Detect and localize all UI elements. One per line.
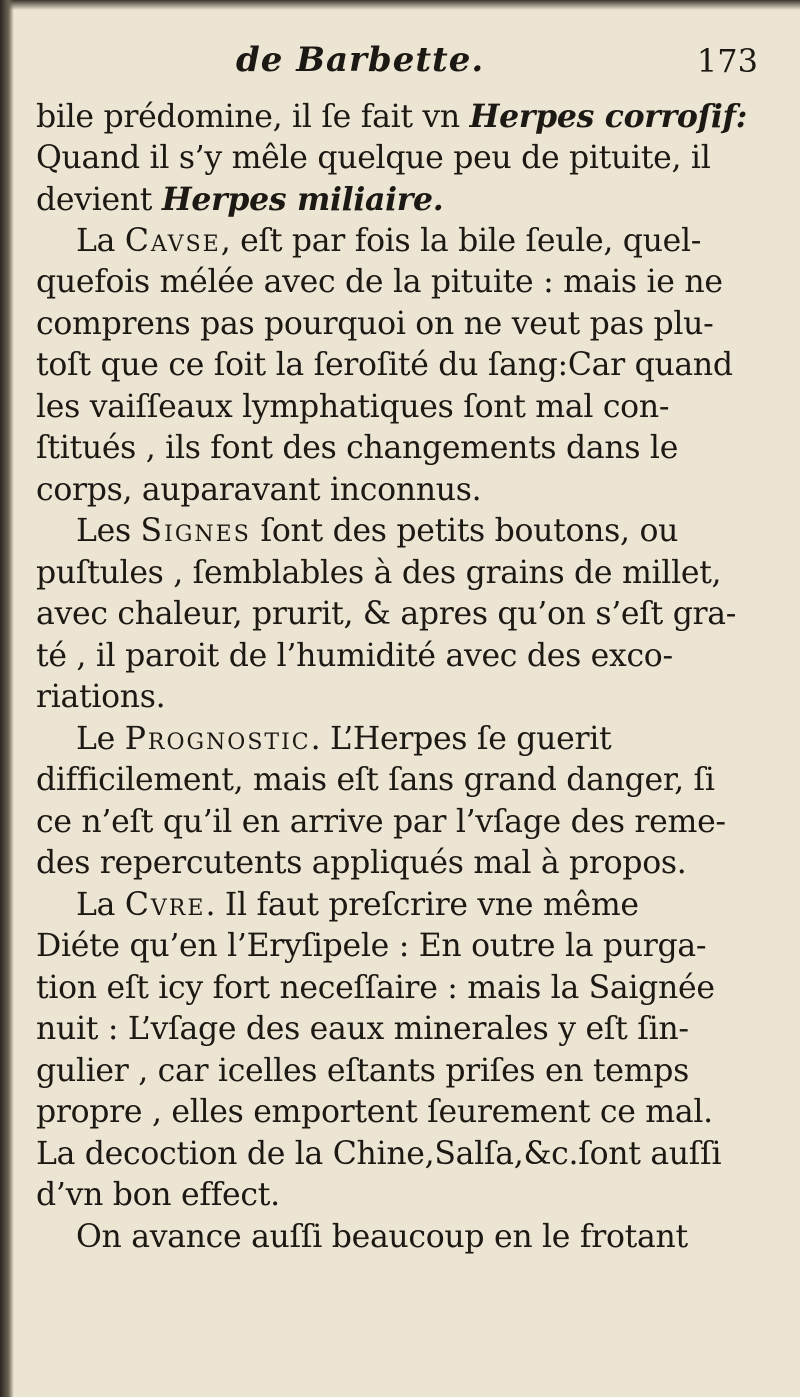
line-text: nuit : L’vſage des eaux minerales y eſt ſin-: [36, 1011, 689, 1047]
line-text: ſtitués , ils font des changements dans le: [36, 430, 679, 466]
book-page: [36, 40, 766, 1258]
text-line: [36, 968, 766, 1010]
page-binding-shadow: [0, 0, 14, 1397]
text-line: [36, 1092, 766, 1134]
line-text: comprens pas pourquoi on ne veut pas plu-: [36, 305, 714, 342]
line-text: La decoction de la Chine,Salſa,&c.ſont auſſi: [36, 1135, 722, 1172]
line-text: propre , elles emportent ſeurement ce mal.: [36, 1094, 713, 1130]
text-line: [36, 719, 766, 761]
text-line: [36, 262, 766, 304]
line-text: ſont des petits boutons, ou: [250, 513, 679, 549]
line-text: toſt que ce ſoit la ſeroſité du ſang:Car quand: [36, 347, 733, 383]
text-line: [36, 1175, 766, 1217]
line-text: Les: [76, 513, 141, 549]
section-heading-word: Cvre: [124, 886, 206, 923]
text-line: [36, 179, 766, 221]
line-text: les vaiſſeaux lymphatiques ſont mal con-: [36, 388, 670, 425]
text-line: [36, 760, 766, 802]
line-text: . L’Herpes ſe guerit: [310, 720, 612, 757]
line-text: tion eſt icy fort neceſſaire : mais la Saignée: [36, 969, 715, 1006]
italic-term: Herpes corroſif:: [469, 98, 748, 135]
running-head: de Barbette.: [236, 40, 485, 80]
line-text: corps, auparavant inconnus.: [36, 471, 482, 508]
text-line: [36, 511, 766, 553]
text-line: [36, 636, 766, 678]
line-text: Diéte qu’en l’Eryſipele : En outre la purga-: [36, 928, 707, 964]
body-text: [36, 96, 766, 1258]
line-text: té , il paroit de l’humidité avec des exco-: [36, 637, 673, 674]
text-line: [36, 926, 766, 968]
line-text: des repercutents appliqués mal à propos.: [36, 845, 687, 881]
text-line: [36, 221, 766, 263]
line-text: puſtules , ſemblables à des grains de millet,: [36, 554, 722, 591]
line-text: riations.: [36, 679, 166, 715]
section-heading-word: Cavse: [124, 222, 221, 259]
line-text: avec chaleur, prurit, & apres qu’on s’eſt gra-: [36, 596, 737, 632]
text-line: [36, 1134, 766, 1176]
line-text: bile prédomine, il ſe fait vn: [36, 99, 470, 135]
page-number: 173: [696, 42, 758, 80]
line-text: La: [76, 886, 125, 923]
page-header: [36, 40, 766, 96]
section-heading-word: Signes: [140, 513, 251, 549]
text-line: [36, 1009, 766, 1051]
line-text: Le: [76, 720, 125, 757]
text-line: [36, 885, 766, 927]
line-text: Quand il s’y mêle quelque peu de pituite, il: [36, 139, 711, 176]
text-line: [36, 470, 766, 512]
line-text: quefois mélée avec de la pituite : mais ie ne: [36, 264, 723, 300]
line-text: gulier , car icelles eſtants priſes en temps: [36, 1052, 690, 1089]
line-text: d’vn bon effect.: [36, 1177, 280, 1213]
text-line: [36, 345, 766, 387]
text-line: [36, 1217, 766, 1259]
line-text: , eſt par fois la bile ſeule, quel-: [220, 222, 702, 259]
line-text: On avance auſſi beaucoup en le frotant: [76, 1218, 688, 1255]
italic-term: Herpes miliaire.: [161, 181, 444, 218]
line-text: La: [76, 222, 125, 259]
text-line: [36, 553, 766, 595]
line-text: ce n’eſt qu’il en arrive par l’vſage des reme-: [36, 803, 726, 840]
text-line: [36, 843, 766, 885]
text-line: [36, 387, 766, 429]
text-line: [36, 96, 766, 138]
text-line: [36, 138, 766, 180]
text-line: [36, 594, 766, 636]
line-text: devient: [36, 182, 162, 218]
text-line: [36, 1051, 766, 1093]
text-line: [36, 802, 766, 844]
line-text: . Il faut preſcrire vne même: [205, 886, 639, 923]
line-text: difficilement, mais eſt ſans grand danger, ſi: [36, 762, 715, 798]
text-line: [36, 304, 766, 346]
text-line: [36, 677, 766, 719]
page-top-edge: [0, 0, 800, 10]
section-heading-word: Prognostic: [124, 720, 311, 757]
text-line: [36, 428, 766, 470]
